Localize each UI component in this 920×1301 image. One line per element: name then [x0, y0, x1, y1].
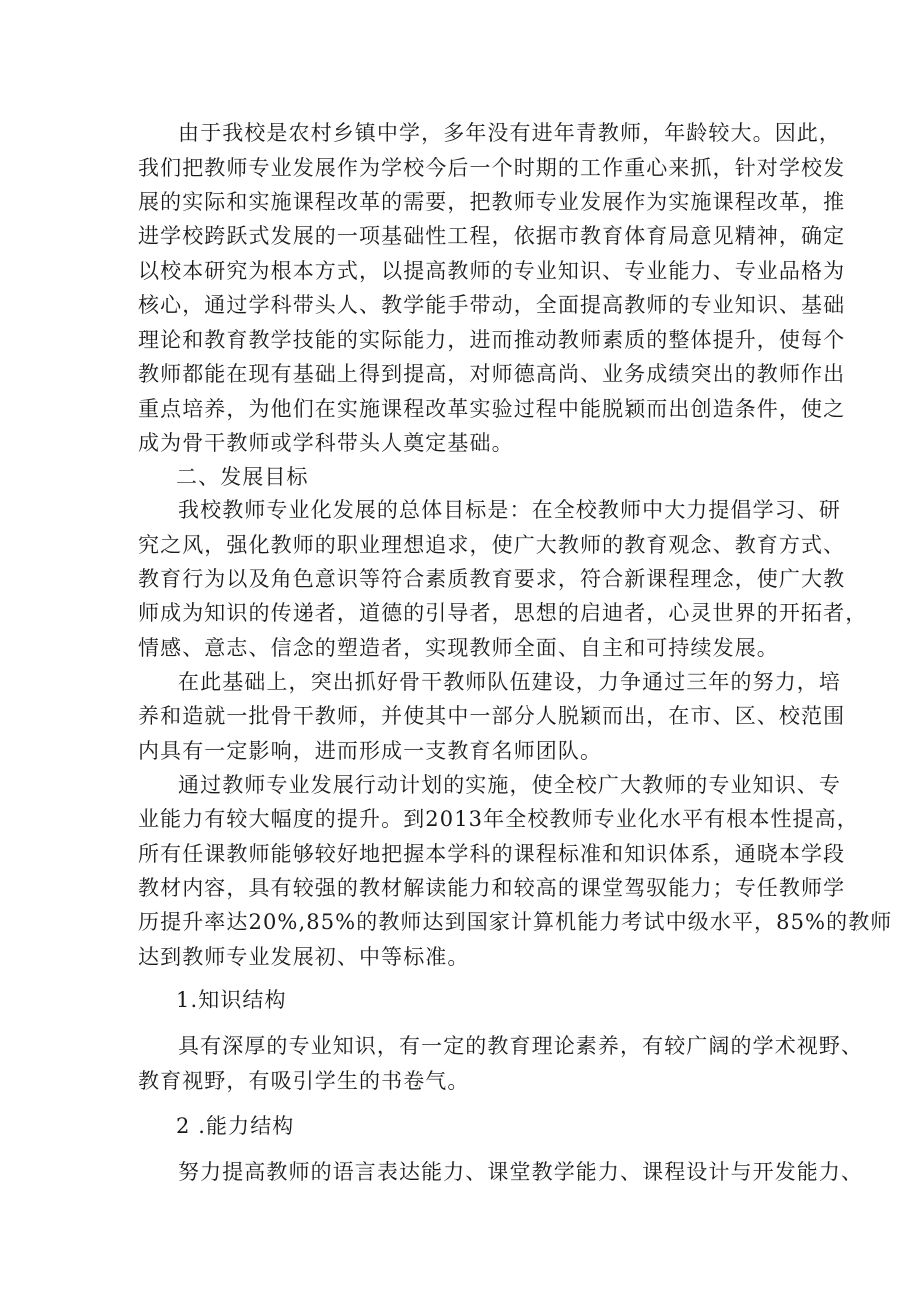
paragraph-1-line: 展的实际和实施课程改革的需要，把教师专业发展作为实施课程改革，推: [138, 190, 846, 214]
paragraph-4-line: 通过教师专业发展行动计划的实施，使全校广大教师的专业知识、专: [178, 773, 841, 797]
paragraph-2-line: 师成为知识的传递者，道德的引导者，思想的启迪者，心灵世界的开拓者，: [138, 601, 868, 625]
paragraph-6-line: 努力提高教师的语言表达能力、课堂教学能力、课程设计与开发能力、: [178, 1160, 864, 1184]
paragraph-5-line: 具有深厚的专业知识，有一定的教育理论素养，有较广阔的学术视野、: [178, 1034, 864, 1058]
paragraph-3-line: 在此基础上，突出抓好骨干教师队伍建设，力争通过三年的努力，培: [178, 670, 841, 694]
subheading-ability-structure: 2 .能力结构: [176, 1114, 295, 1138]
paragraph-1-line: 教师都能在现有基础上得到提高，对师德高尚、业务成绩突出的教师作出: [138, 362, 846, 386]
paragraph-1-line: 重点培养，为他们在实施课程改革实验过程中能脱颖而出创造条件，使之: [138, 397, 846, 421]
subheading-knowledge-structure: 1.知识结构: [176, 988, 287, 1012]
paragraph-4-line: 达到教师专业发展初、中等标准。: [138, 945, 470, 969]
paragraph-1-line: 进学校跨跃式发展的一项基础性工程，依据市教育体育局意见精神，确定: [138, 224, 846, 248]
paragraph-1-line: 成为骨干教师或学科带头人奠定基础。: [138, 431, 514, 455]
paragraph-3-line: 养和造就一批骨干教师，并使其中一部分人脱颖而出，在市、区、校范围: [138, 704, 846, 728]
paragraph-2-line: 究之风，强化教师的职业理想追求，使广大教师的教育观念、教育方式、: [138, 533, 846, 557]
paragraph-2-line: 情感、意志、信念的塑造者，实现教师全面、自主和可持续发展。: [138, 636, 779, 660]
paragraph-1-line: 理论和教育教学技能的实际能力，进而推动教师素质的整体提升，使每个: [138, 328, 846, 352]
paragraph-1-line: 由于我校是农村乡镇中学，多年没有进年青教师，年龄较大。因此，: [178, 121, 841, 145]
paragraph-5-line: 教育视野，有吸引学生的书卷气。: [138, 1069, 470, 1093]
section-heading: 二、发展目标: [176, 465, 309, 489]
paragraph-4-line: 所有任课教师能够较好地把握本学科的课程标准和知识体系，通晓本学段: [138, 842, 846, 866]
paragraph-1-line: 核心，通过学科带头人、教学能手带动，全面提高教师的专业知识、基础: [138, 293, 846, 317]
paragraph-2-line: 我校教师专业化发展的总体目标是：在全校教师中大力提倡学习、研: [178, 498, 841, 522]
paragraph-1-line: 我们把教师专业发展作为学校今后一个时期的工作重心来抓，针对学校发: [138, 156, 846, 180]
paragraph-1-line: 以校本研究为根本方式，以提高教师的专业知识、专业能力、专业品格为: [138, 259, 846, 283]
paragraph-4-line: 历提升率达20%,85%的教师达到国家计算机能力考试中级水平，85%的教师: [138, 910, 893, 934]
paragraph-3-line: 内具有一定影响，进而形成一支教育名师团队。: [138, 739, 603, 763]
paragraph-4-line: 教材内容，具有较强的教材解读能力和较高的课堂驾驭能力；专任教师学: [138, 876, 846, 900]
paragraph-2-line: 教育行为以及角色意识等符合素质教育要求，符合新课程理念，使广大教: [138, 567, 846, 591]
paragraph-4-line: 业能力有较大幅度的提升。到2013年全校教师专业化水平有根本性提高，: [138, 807, 859, 831]
